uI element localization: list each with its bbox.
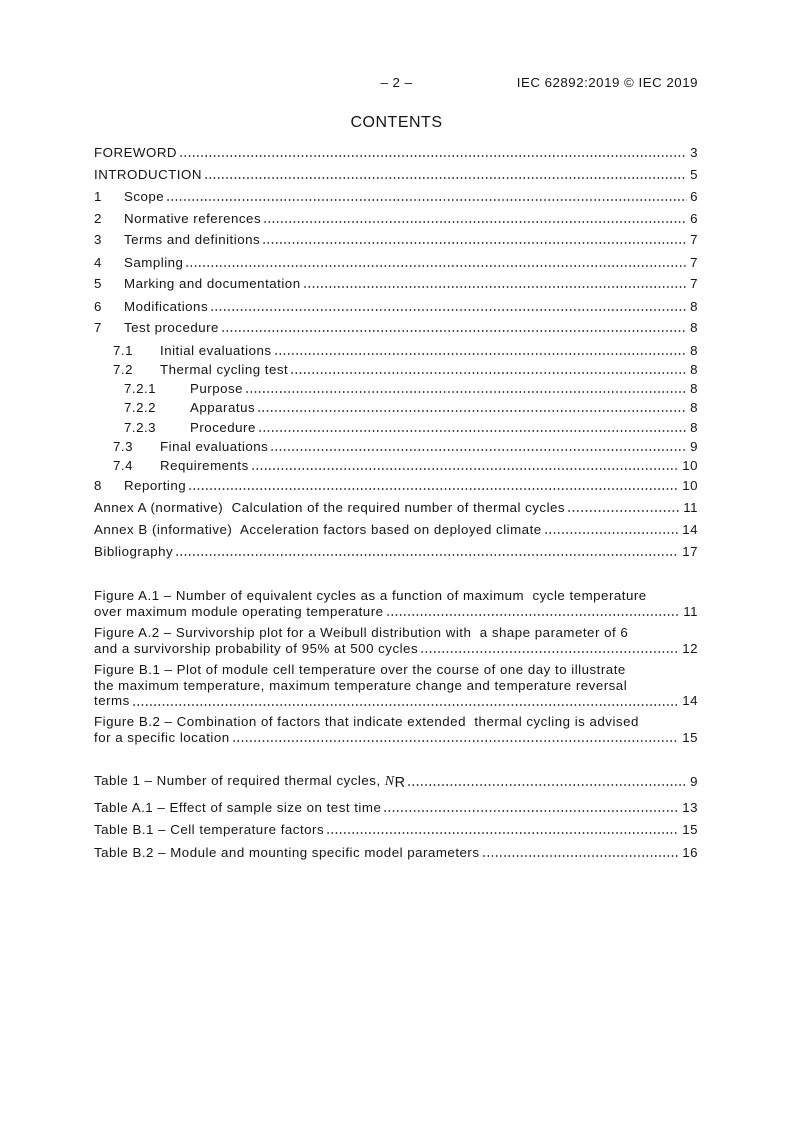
dot-leader: [232, 740, 680, 742]
dot-leader: [544, 532, 680, 534]
toc-page-number: 15: [682, 729, 698, 745]
document-identifier: IEC 62892:2019 © IEC 2019: [516, 75, 698, 90]
toc-entry-title: Thermal cycling test: [160, 362, 289, 377]
figure-caption-last-line: [94, 693, 698, 709]
toc-section-number: 7.2.3: [124, 420, 157, 435]
toc-entry-title: Modifications: [124, 299, 209, 314]
toc-page-number: 6: [690, 211, 698, 226]
dot-leader: [263, 221, 687, 223]
figure-caption-line: the maximum temperature, maximum temperature change and temperature reversal: [94, 677, 628, 693]
table-caption-text: Table 1 – Number of required thermal cycles,: [94, 773, 385, 788]
toc-entry-title: Requirements: [160, 458, 249, 473]
toc-entry-title: FOREWORD: [94, 145, 178, 160]
symbol-n: N: [384, 774, 395, 789]
toc-entry-annex-b[interactable]: [94, 522, 698, 537]
toc-page-number: 8: [690, 343, 698, 358]
toc-entry-title: Test procedure: [124, 320, 219, 335]
table-entry-1[interactable]: [94, 774, 698, 789]
toc-section-number: 6: [94, 299, 102, 314]
dot-leader: [175, 554, 679, 556]
toc-entry-apparatus[interactable]: [94, 400, 698, 415]
dot-leader: [258, 430, 687, 432]
toc-page-number: 12: [682, 640, 698, 656]
toc-page-number: 10: [682, 478, 698, 493]
dot-leader: [188, 488, 679, 490]
toc-entry-modifications[interactable]: [94, 299, 698, 314]
toc-entry-title: Procedure: [190, 420, 256, 435]
dot-leader: [290, 372, 687, 374]
toc-entry-title: INTRODUCTION: [94, 167, 202, 182]
toc-entry-title: Bibliography: [94, 544, 174, 559]
figure-entry-b1[interactable]: [94, 662, 698, 709]
dot-leader: [185, 265, 687, 267]
dot-leader: [407, 784, 687, 786]
toc-entry-final-evaluations[interactable]: [94, 439, 698, 454]
figure-entry-a2[interactable]: [94, 625, 698, 656]
toc-entry-title: Table A.1 – Effect of sample size on test time: [94, 800, 382, 815]
toc-page-number: 11: [683, 603, 698, 619]
dot-leader: [179, 155, 687, 157]
contents-heading: CONTENTS: [350, 114, 443, 131]
toc-entry-title: Table B.1 – Cell temperature factors: [94, 822, 325, 837]
toc-entry-title: Annex B (informative) Acceleration factors based on deployed climate: [94, 522, 542, 537]
toc-entry-test-procedure[interactable]: [94, 320, 698, 335]
toc-entry-initial-evaluations[interactable]: [94, 343, 698, 358]
toc-entry-marking-and-documentation[interactable]: [94, 276, 698, 291]
toc-page-number: 13: [682, 800, 698, 815]
toc-page-number: 6: [690, 189, 698, 204]
toc-section-number: 7.1: [113, 343, 133, 358]
dot-leader: [245, 391, 687, 393]
dot-leader: [420, 651, 679, 653]
dot-leader: [204, 177, 687, 179]
dot-leader: [221, 330, 687, 332]
toc-entry-title: Sampling: [124, 255, 184, 270]
dot-leader: [567, 510, 680, 512]
figure-caption-line: Figure A.1 – Number of equivalent cycles as a function of maximum cycle temperature: [94, 588, 647, 603]
toc-entry-title: Scope: [124, 189, 165, 204]
toc-entry-title: Apparatus: [190, 400, 256, 415]
toc-entry-title: Table B.2 – Module and mounting specific model parameters: [94, 845, 480, 860]
dot-leader: [270, 449, 687, 451]
toc-page-number: 8: [690, 362, 698, 377]
figure-caption-line: for a specific location: [94, 729, 230, 745]
dot-leader: [274, 353, 688, 355]
toc-section-number: 3: [94, 232, 102, 247]
toc-page-number: 10: [682, 458, 698, 473]
toc-entry-requirements[interactable]: [94, 458, 698, 473]
dot-leader: [386, 614, 681, 616]
toc-page-number: 3: [690, 145, 698, 160]
toc-entry-foreword[interactable]: [94, 145, 698, 160]
toc-entry-title: Purpose: [190, 381, 244, 396]
toc-entry-sampling[interactable]: [94, 255, 698, 270]
toc-section-number: 7.2.1: [124, 381, 157, 396]
toc-page-number: 14: [682, 693, 698, 708]
toc-section-number: 4: [94, 255, 102, 270]
toc-section-number: 8: [94, 478, 102, 493]
toc-page-number: 7: [690, 255, 698, 270]
figure-caption-line: Figure A.2 – Survivorship plot for a Weibull distribution with a shape parameter of 6: [94, 625, 629, 640]
dot-leader: [262, 242, 687, 244]
toc-section-number: 7.4: [113, 458, 133, 473]
figure-caption-line: and a survivorship probability of 95% at 500 cycles: [94, 640, 419, 656]
dot-leader: [132, 704, 679, 706]
toc-entry-title: Normative references: [124, 211, 262, 226]
figure-entry-b2[interactable]: [94, 714, 698, 745]
toc-section-number: 7.2: [113, 362, 133, 377]
toc-page-number: 9: [690, 439, 698, 454]
toc-page-number: 7: [690, 276, 698, 291]
dot-leader: [166, 199, 687, 201]
toc-section-number: 7.2.2: [124, 400, 157, 415]
toc-entry-title: Annex A (normative) Calculation of the required number of thermal cycles: [94, 500, 566, 515]
toc-page-number: 11: [683, 500, 698, 515]
toc-page-number: 8: [690, 320, 698, 335]
toc-entry-title: Initial evaluations: [160, 343, 272, 358]
table-entry-b1[interactable]: [94, 822, 698, 837]
toc-entry-procedure[interactable]: [94, 420, 698, 435]
toc-page-number: 8: [690, 400, 698, 415]
figure-caption-line: over maximum module operating temperature: [94, 603, 384, 619]
toc-entry-bibliography[interactable]: [94, 544, 698, 559]
toc-entry-terms-and-definitions[interactable]: [94, 232, 698, 247]
symbol-subscript-r: R: [394, 775, 406, 791]
toc-page-number: 8: [690, 299, 698, 314]
toc-entry-scope[interactable]: [94, 189, 698, 204]
dot-leader: [210, 309, 687, 311]
table-entry-a1[interactable]: [94, 800, 698, 815]
toc-entry-purpose[interactable]: [94, 381, 698, 396]
toc-entry-title: Final evaluations: [160, 439, 269, 454]
figure-caption-last-line: [94, 604, 698, 620]
toc-section-number: 5: [94, 276, 102, 291]
figure-entry-a1[interactable]: [94, 588, 698, 619]
toc-entry-annex-a[interactable]: [94, 500, 698, 515]
toc-page-number: 14: [682, 522, 698, 537]
toc-page-number: 16: [682, 845, 698, 860]
toc-section-number: 7.3: [113, 439, 133, 454]
toc-entry-normative-references[interactable]: [94, 211, 698, 226]
dot-leader: [303, 286, 687, 288]
toc-section-number: 7: [94, 320, 102, 335]
figure-caption-last-line: [94, 730, 698, 746]
toc-page-number: 9: [690, 774, 698, 789]
toc-page-number: 7: [690, 232, 698, 247]
figure-caption-line: terms: [94, 693, 130, 708]
toc-entry-reporting[interactable]: [94, 478, 698, 493]
toc-page-number: 15: [682, 822, 698, 837]
toc-page-number: 5: [690, 167, 698, 182]
figure-caption-last-line: [94, 641, 698, 657]
toc-entry-title: Terms and definitions: [124, 232, 261, 247]
table-entry-b2[interactable]: [94, 845, 698, 860]
toc-section-number: 1: [94, 189, 102, 204]
toc-entry-thermal-cycling-test[interactable]: [94, 362, 698, 377]
figure-caption-line: Figure B.1 – Plot of module cell temperature over the course of one day to illustrate: [94, 662, 626, 677]
toc-section-number: 2: [94, 211, 102, 226]
toc-page-number: 17: [682, 544, 698, 559]
toc-page-number: 8: [690, 381, 698, 396]
dot-leader: [257, 410, 687, 412]
dot-leader: [482, 855, 680, 857]
dot-leader: [251, 468, 679, 470]
toc-entry-title: Reporting: [124, 478, 187, 493]
figure-caption-line: Figure B.2 – Combination of factors that indicate extended thermal cycling is advised: [94, 714, 639, 729]
toc-entry-title: Marking and documentation: [124, 276, 301, 291]
page-number-label: – 2 –: [380, 75, 413, 90]
toc-entry-introduction[interactable]: [94, 167, 698, 182]
dot-leader: [383, 810, 679, 812]
toc-page-number: 8: [690, 420, 698, 435]
dot-leader: [326, 832, 679, 834]
toc-entry-title: [94, 773, 405, 789]
